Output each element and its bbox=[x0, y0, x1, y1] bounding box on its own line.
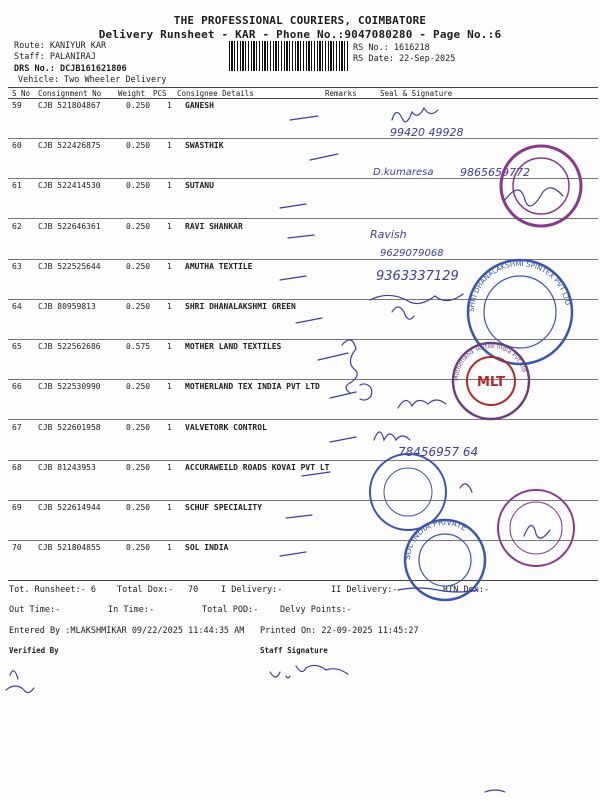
runsheet-subtitle: Delivery Runsheet - KAR - Phone No.:9047080280 - Page No.:6 bbox=[98, 28, 502, 41]
row-weight: 0.250 bbox=[126, 101, 151, 110]
row-weight: 0.250 bbox=[126, 503, 151, 512]
row-consignment-no: CJB 522414530 bbox=[38, 181, 101, 190]
row-sno: 61 bbox=[12, 181, 22, 190]
row-weight: 0.250 bbox=[126, 141, 151, 150]
row-consignment-no: CJB 522530990 bbox=[38, 382, 101, 391]
staff-signature-icon bbox=[270, 665, 348, 678]
row-consignment-no: CJB 522525644 bbox=[38, 262, 101, 271]
out-time: Out Time:- bbox=[9, 605, 61, 615]
row-consignment-no: CJB 81243953 bbox=[38, 463, 96, 472]
signature-69-icon bbox=[524, 525, 550, 538]
svg-text:MLT: MLT bbox=[477, 375, 505, 390]
row-weight: 0.250 bbox=[126, 463, 151, 472]
staff-signature-label: Staff Signature bbox=[260, 646, 328, 655]
row-pcs: 1 bbox=[167, 463, 172, 472]
row-consignment-no: CJB 521804867 bbox=[38, 101, 101, 110]
signature-67-icon bbox=[374, 432, 410, 440]
verified-by: Verified By bbox=[9, 646, 59, 655]
total-dox-value: 70 bbox=[188, 585, 199, 595]
row-sno: 62 bbox=[12, 222, 22, 231]
accuraweild-stamp-icon bbox=[370, 454, 446, 530]
row-weight: 0.250 bbox=[126, 222, 151, 231]
row-weight: 0.250 bbox=[126, 382, 151, 391]
row-consignment-no: CJB 80959813 bbox=[38, 302, 96, 311]
total-dox-label: Total Dox:- bbox=[117, 585, 174, 595]
row-consignment-no: CJB 522562686 bbox=[38, 342, 101, 351]
row-pcs: 1 bbox=[167, 181, 172, 190]
row-weight: 0.250 bbox=[126, 423, 151, 432]
row-consignee: SUTANU bbox=[185, 181, 214, 190]
row-pcs: 1 bbox=[167, 262, 172, 271]
rtn-dox: RTN Dox:- bbox=[443, 585, 490, 595]
rs-date: RS Date: 22-Sep-2025 bbox=[353, 54, 456, 64]
col-remarks: Remarks bbox=[325, 89, 357, 98]
row-pcs: 1 bbox=[167, 141, 172, 150]
drs-number: DRS No.: DCJB161621806 bbox=[14, 64, 127, 74]
company-title: THE PROFESSIONAL COURIERS, COIMBATORE bbox=[173, 14, 427, 27]
row-weight: 0.250 bbox=[126, 181, 151, 190]
row-sno: 60 bbox=[12, 141, 22, 150]
col-consignment: Consignment No bbox=[38, 89, 102, 98]
row-weight: 0.575 bbox=[126, 342, 151, 351]
row-sno: 70 bbox=[12, 543, 22, 552]
row-consignment-no: CJB 522426875 bbox=[38, 141, 101, 150]
phone-60: 9865659772 bbox=[460, 166, 530, 179]
row-consignee: ACCURAWEILD ROADS KOVAI PVT LT bbox=[185, 463, 330, 472]
phone-59: 99420 49928 bbox=[390, 126, 464, 139]
col-sno: S No bbox=[12, 89, 31, 98]
row-pcs: 1 bbox=[167, 543, 172, 552]
col-consignee: Consignee Details bbox=[177, 89, 254, 98]
tot-runsheet: Tot. Runsheet:- 6 bbox=[9, 585, 96, 595]
row-weight: 0.250 bbox=[126, 543, 151, 552]
i-delivery: I Delivery:- bbox=[221, 585, 283, 595]
row-consignee: AMUTHA TEXTILE bbox=[185, 262, 253, 271]
row-consignee: SWASTHIK bbox=[185, 141, 224, 150]
row-consignee: MOTHER LAND TEXTILES bbox=[185, 342, 282, 351]
row-pcs: 1 bbox=[167, 342, 172, 351]
row-sno: 66 bbox=[12, 382, 22, 391]
signature-64-icon bbox=[370, 294, 463, 304]
ii-delivery: II Delivery:- bbox=[331, 585, 398, 595]
svg-text:SOL INDIA PRIVATE: SOL INDIA PRIVATE bbox=[402, 517, 469, 561]
row-pcs: 1 bbox=[167, 222, 172, 231]
printed-on: Printed On: 22-09-2025 11:45:27 bbox=[260, 626, 419, 636]
row-sno: 63 bbox=[12, 262, 22, 271]
row-sno: 64 bbox=[12, 302, 22, 311]
row-pcs: 1 bbox=[167, 423, 172, 432]
name-62: Ravish bbox=[370, 228, 407, 241]
row-pcs: 1 bbox=[167, 503, 172, 512]
row-consignment-no: CJB 521804855 bbox=[38, 543, 101, 552]
verifier-signature-icon bbox=[6, 671, 34, 693]
route-label: Route: KANIYUR KAR bbox=[14, 41, 107, 51]
row-sno: 59 bbox=[12, 101, 22, 110]
col-pcs: PCS bbox=[153, 89, 167, 98]
staff-label: Staff: PALANIRAJ bbox=[14, 52, 96, 62]
phone-67: 78456957 64 bbox=[398, 445, 479, 459]
row-consignment-no: CJB 522614944 bbox=[38, 503, 101, 512]
row-sno: 65 bbox=[12, 342, 22, 351]
row-sno: 68 bbox=[12, 463, 22, 472]
row-consignee: SOL INDIA bbox=[185, 543, 229, 552]
row-consignee: SHRI DHANALAKSHMI GREEN bbox=[185, 302, 296, 311]
row-consignee: GANESH bbox=[185, 101, 214, 110]
row-weight: 0.250 bbox=[126, 302, 151, 311]
schuf-stamp-icon bbox=[498, 490, 574, 566]
signature-61-icon bbox=[505, 188, 563, 206]
row-consignment-no: CJB 522646361 bbox=[38, 222, 101, 231]
vehicle-label: Vehicle: Two Wheeler Delivery bbox=[18, 75, 167, 85]
in-time: In Time:- bbox=[108, 605, 155, 615]
row-weight: 0.250 bbox=[126, 262, 151, 271]
row-consignee: SCHUF SPECIALITY bbox=[185, 503, 263, 512]
row-consignee: RAVI SHANKAR bbox=[185, 222, 243, 231]
row-consignee: VALVETORK CONTROL bbox=[185, 423, 267, 432]
row-pcs: 1 bbox=[167, 101, 172, 110]
entered-by: Entered By :MLAKSHMIKAR 09/22/2025 11:44:35 AM bbox=[9, 626, 245, 636]
col-seal-signature: Seal & Signature bbox=[380, 89, 453, 98]
phone-62: 9629079068 bbox=[380, 248, 444, 259]
row-sno: 69 bbox=[12, 503, 22, 512]
row-consignment-no: CJB 522601958 bbox=[38, 423, 101, 432]
signature-66-icon bbox=[360, 384, 372, 400]
row-pcs: 1 bbox=[167, 382, 172, 391]
signature-59-icon bbox=[392, 108, 438, 122]
svg-text:SHRI DHANALAKSHMI SPINTEX PVT: SHRI DHANALAKSHMI SPINTEX PVT LTD bbox=[467, 259, 572, 313]
col-weight: Weight bbox=[118, 89, 146, 98]
total-pod: Total POD:- bbox=[202, 605, 259, 615]
delivery-ticks bbox=[280, 116, 356, 556]
row-consignee: MOTHERLAND TEX INDIA PVT LTD bbox=[185, 382, 320, 391]
name-60: D.kumaresa bbox=[373, 167, 434, 178]
row-pcs: 1 bbox=[167, 302, 172, 311]
phone-63: 9363337129 bbox=[376, 269, 459, 284]
row-sno: 67 bbox=[12, 423, 22, 432]
round-stamp-top-icon bbox=[501, 146, 581, 226]
svg-text:Motherland Textile India Pvt L: Motherland Textile India Pvt Ltd bbox=[452, 342, 528, 382]
signature-65-icon bbox=[342, 340, 357, 393]
delvy-points: Delvy Points:- bbox=[280, 605, 352, 615]
rs-number: RS No.: 1616218 bbox=[353, 43, 430, 53]
